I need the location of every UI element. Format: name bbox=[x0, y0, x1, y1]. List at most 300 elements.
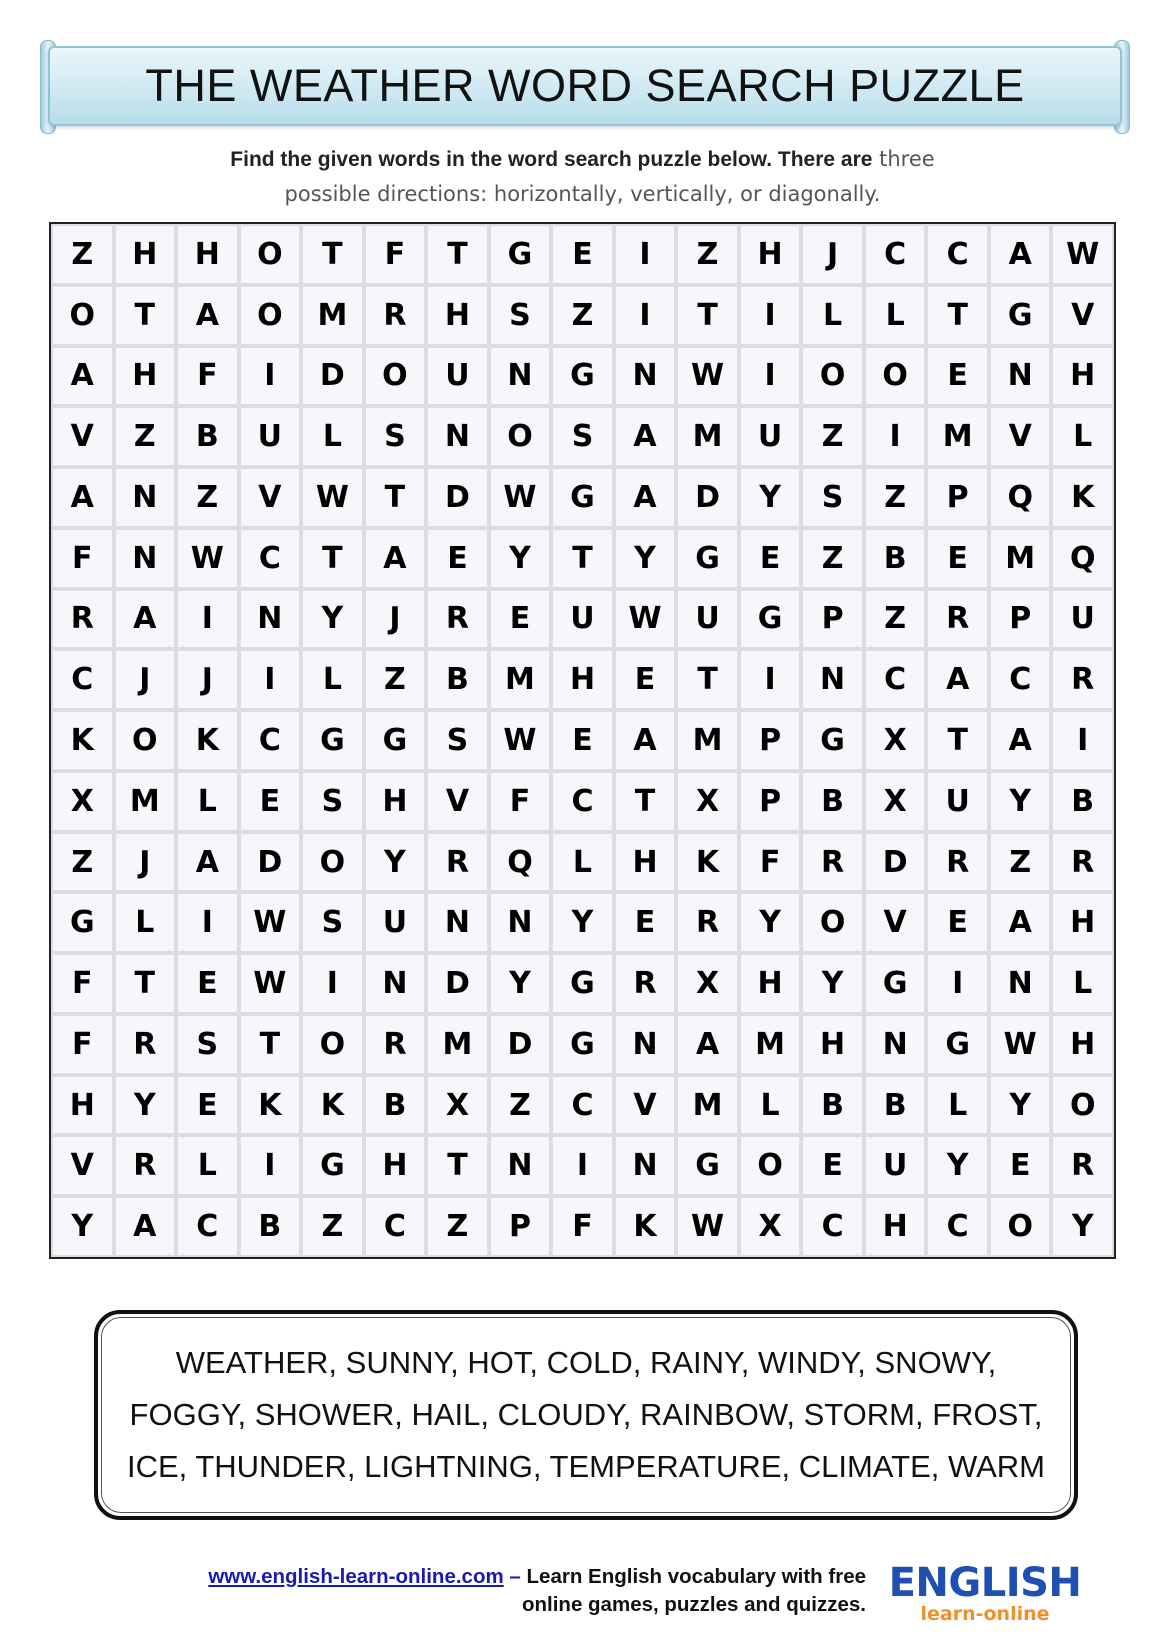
grid-cell: L bbox=[1051, 953, 1114, 1014]
grid-cell: Y bbox=[926, 1135, 989, 1196]
word-search-grid bbox=[49, 222, 1116, 1259]
grid-cell: E bbox=[801, 1135, 864, 1196]
title-banner bbox=[40, 40, 1130, 132]
grid-cell: L bbox=[551, 832, 614, 893]
grid-cell: X bbox=[676, 771, 739, 832]
grid-cell: I bbox=[614, 224, 677, 285]
instructions-line-2: possible directions: horizontally, vertically, or diagonally. bbox=[284, 182, 881, 206]
grid-cell: G bbox=[551, 346, 614, 407]
grid-cell: W bbox=[489, 710, 552, 771]
grid-cell: A bbox=[989, 224, 1052, 285]
grid-cell: E bbox=[614, 649, 677, 710]
grid-cell: O bbox=[489, 406, 552, 467]
grid-cell: Z bbox=[551, 285, 614, 346]
grid-cell: R bbox=[364, 1014, 427, 1075]
grid-cell: F bbox=[364, 224, 427, 285]
grid-cell: A bbox=[176, 832, 239, 893]
grid-cell: D bbox=[489, 1014, 552, 1075]
footer-line-1 bbox=[96, 1563, 866, 1591]
grid-cell: Z bbox=[989, 832, 1052, 893]
grid-cell: H bbox=[614, 832, 677, 893]
grid-cell: A bbox=[926, 649, 989, 710]
grid-cell: F bbox=[739, 832, 802, 893]
logo-main-text: ENGLISH bbox=[888, 1560, 1082, 1606]
grid-cell: G bbox=[551, 1014, 614, 1075]
grid-cell: C bbox=[864, 649, 927, 710]
grid-cell: Y bbox=[989, 1075, 1052, 1136]
grid-cell: C bbox=[364, 1196, 427, 1257]
grid-cell: N bbox=[989, 953, 1052, 1014]
grid-cell: G bbox=[364, 710, 427, 771]
grid-cell: J bbox=[176, 649, 239, 710]
grid-cell: O bbox=[51, 285, 114, 346]
grid-cell: Y bbox=[301, 589, 364, 650]
grid-cell: O bbox=[114, 710, 177, 771]
grid-cell: A bbox=[51, 346, 114, 407]
grid-cell: U bbox=[676, 589, 739, 650]
grid-cell: R bbox=[926, 832, 989, 893]
grid-cell: B bbox=[364, 1075, 427, 1136]
logo-sub-text: learn-online bbox=[920, 1603, 1050, 1625]
grid-cell: C bbox=[801, 1196, 864, 1257]
grid-cell: R bbox=[426, 589, 489, 650]
grid-cell: F bbox=[51, 1014, 114, 1075]
grid-cell: O bbox=[239, 285, 302, 346]
grid-cell: I bbox=[176, 892, 239, 953]
grid-cell: A bbox=[176, 285, 239, 346]
grid-cell: Z bbox=[489, 1075, 552, 1136]
grid-cell: L bbox=[301, 649, 364, 710]
grid-cell: W bbox=[676, 1196, 739, 1257]
grid-cell: B bbox=[801, 771, 864, 832]
instructions-light-text: three bbox=[879, 147, 935, 171]
grid-cell: E bbox=[426, 528, 489, 589]
grid-cell: E bbox=[989, 1135, 1052, 1196]
grid-cell: W bbox=[239, 892, 302, 953]
grid-cell: U bbox=[239, 406, 302, 467]
grid-cell: W bbox=[239, 953, 302, 1014]
grid-cell: Z bbox=[676, 224, 739, 285]
grid-cell: D bbox=[301, 346, 364, 407]
grid-cell: P bbox=[926, 467, 989, 528]
grid-cell: Y bbox=[739, 892, 802, 953]
grid-cell: F bbox=[51, 528, 114, 589]
grid-cell: H bbox=[114, 346, 177, 407]
grid-cell: B bbox=[176, 406, 239, 467]
grid-cell: A bbox=[676, 1014, 739, 1075]
grid-cell: L bbox=[801, 285, 864, 346]
grid-cell: U bbox=[1051, 589, 1114, 650]
grid-cell: M bbox=[489, 649, 552, 710]
grid-cell: O bbox=[301, 1014, 364, 1075]
grid-cell: P bbox=[739, 710, 802, 771]
grid-cell: T bbox=[301, 528, 364, 589]
grid-cell: G bbox=[926, 1014, 989, 1075]
grid-cell: N bbox=[489, 346, 552, 407]
grid-cell: L bbox=[864, 285, 927, 346]
grid-cell: Y bbox=[801, 953, 864, 1014]
grid-cell: F bbox=[51, 953, 114, 1014]
grid-cell: O bbox=[989, 1196, 1052, 1257]
grid-cell: C bbox=[176, 1196, 239, 1257]
grid-cell: K bbox=[614, 1196, 677, 1257]
grid-cell: V bbox=[989, 406, 1052, 467]
grid-cell: Z bbox=[51, 832, 114, 893]
grid-cell: S bbox=[176, 1014, 239, 1075]
grid-cell: H bbox=[864, 1196, 927, 1257]
grid-cell: T bbox=[676, 285, 739, 346]
grid-cell: R bbox=[364, 285, 427, 346]
grid-cell: B bbox=[426, 649, 489, 710]
grid-cell: N bbox=[489, 1135, 552, 1196]
grid-cell: M bbox=[301, 285, 364, 346]
grid-cell: W bbox=[489, 467, 552, 528]
grid-cell: N bbox=[239, 589, 302, 650]
title-banner-body bbox=[48, 46, 1122, 126]
grid-cell: A bbox=[114, 589, 177, 650]
grid-cell: Z bbox=[864, 589, 927, 650]
grid-cell: R bbox=[926, 589, 989, 650]
instructions bbox=[0, 142, 1165, 211]
grid-cell: V bbox=[864, 892, 927, 953]
grid-cell: V bbox=[426, 771, 489, 832]
grid-cell: V bbox=[239, 467, 302, 528]
grid-cell: E bbox=[176, 953, 239, 1014]
grid-cell: O bbox=[864, 346, 927, 407]
grid-cell: N bbox=[364, 953, 427, 1014]
grid-cell: W bbox=[614, 589, 677, 650]
word-list-line-2: FOGGY, SHOWER, HAIL, CLOUDY, RAINBOW, STORM, FROST, bbox=[129, 1397, 1043, 1432]
grid-cell: O bbox=[364, 346, 427, 407]
grid-cell: N bbox=[614, 1135, 677, 1196]
grid-cell: U bbox=[551, 589, 614, 650]
grid-cell: H bbox=[739, 953, 802, 1014]
grid-cell: O bbox=[1051, 1075, 1114, 1136]
grid-cell: E bbox=[614, 892, 677, 953]
grid-cell: R bbox=[114, 1135, 177, 1196]
grid-cell: E bbox=[489, 589, 552, 650]
grid-cell: G bbox=[676, 1135, 739, 1196]
grid-cell: N bbox=[989, 346, 1052, 407]
grid-cell: E bbox=[926, 346, 989, 407]
grid-cell: S bbox=[426, 710, 489, 771]
grid-cell: R bbox=[614, 953, 677, 1014]
grid-cell: I bbox=[739, 346, 802, 407]
grid-cell: D bbox=[239, 832, 302, 893]
grid-cell: L bbox=[1051, 406, 1114, 467]
grid-cell: U bbox=[739, 406, 802, 467]
grid-cell: U bbox=[864, 1135, 927, 1196]
grid-cell: V bbox=[1051, 285, 1114, 346]
grid-cell: T bbox=[426, 224, 489, 285]
grid-cell: R bbox=[676, 892, 739, 953]
word-list-inner bbox=[101, 1317, 1071, 1513]
grid-cell: B bbox=[864, 528, 927, 589]
footer bbox=[96, 1563, 866, 1619]
grid-cell: A bbox=[614, 467, 677, 528]
grid-cell: T bbox=[239, 1014, 302, 1075]
grid-cell: T bbox=[301, 224, 364, 285]
grid-cell: Z bbox=[301, 1196, 364, 1257]
instructions-bold-text: Find the given words in the word search puzzle below. There are bbox=[230, 148, 873, 171]
grid-cell: H bbox=[551, 649, 614, 710]
grid-cell: G bbox=[551, 953, 614, 1014]
grid-cell: D bbox=[426, 953, 489, 1014]
grid-cell: L bbox=[176, 771, 239, 832]
english-learn-online-logo bbox=[885, 1562, 1085, 1624]
grid-cell: X bbox=[51, 771, 114, 832]
grid-cell: J bbox=[114, 649, 177, 710]
grid-cell: G bbox=[301, 710, 364, 771]
grid-cell: U bbox=[426, 346, 489, 407]
grid-cell: I bbox=[926, 953, 989, 1014]
grid-cell: J bbox=[364, 589, 427, 650]
grid-cell: Z bbox=[801, 528, 864, 589]
grid-cell: H bbox=[114, 224, 177, 285]
page-title: THE WEATHER WORD SEARCH PUZZLE bbox=[145, 60, 1025, 111]
grid-cell: Z bbox=[364, 649, 427, 710]
grid-cell: X bbox=[426, 1075, 489, 1136]
grid-cell: A bbox=[614, 710, 677, 771]
grid-cell: P bbox=[989, 589, 1052, 650]
grid-cell: Y bbox=[364, 832, 427, 893]
grid-cell: L bbox=[739, 1075, 802, 1136]
grid-cell: A bbox=[51, 467, 114, 528]
grid-cell: L bbox=[114, 892, 177, 953]
grid-cell: C bbox=[864, 224, 927, 285]
grid-cell: O bbox=[801, 892, 864, 953]
grid-cell: Z bbox=[864, 467, 927, 528]
grid-cell: T bbox=[614, 771, 677, 832]
grid-cell: W bbox=[989, 1014, 1052, 1075]
grid-cell: U bbox=[926, 771, 989, 832]
grid-cell: Y bbox=[739, 467, 802, 528]
grid-cell: S bbox=[551, 406, 614, 467]
grid-cell: Y bbox=[551, 892, 614, 953]
word-list-line-1: WEATHER, SUNNY, HOT, COLD, RAINY, WINDY, SNOWY, bbox=[175, 1345, 997, 1380]
grid-cell: M bbox=[739, 1014, 802, 1075]
grid-cell: M bbox=[676, 406, 739, 467]
grid-cell: N bbox=[801, 649, 864, 710]
grid-cell: K bbox=[1051, 467, 1114, 528]
footer-text-1: Learn English vocabulary with free bbox=[526, 1565, 866, 1588]
footer-dash: – bbox=[509, 1565, 521, 1588]
grid-cell: T bbox=[426, 1135, 489, 1196]
grid-cell: K bbox=[676, 832, 739, 893]
grid-cell: J bbox=[801, 224, 864, 285]
grid-cell: H bbox=[364, 771, 427, 832]
grid-cell: H bbox=[364, 1135, 427, 1196]
grid-cell: G bbox=[676, 528, 739, 589]
grid-cell: P bbox=[739, 771, 802, 832]
grid-cell: G bbox=[51, 892, 114, 953]
grid-cell: Y bbox=[614, 528, 677, 589]
grid-cell: I bbox=[239, 649, 302, 710]
grid-cell: H bbox=[1051, 892, 1114, 953]
grid-cell: X bbox=[864, 710, 927, 771]
grid-cell: E bbox=[926, 892, 989, 953]
grid-cell: W bbox=[301, 467, 364, 528]
grid-cell: R bbox=[426, 832, 489, 893]
grid-cell: Z bbox=[176, 467, 239, 528]
grid-cell: E bbox=[551, 710, 614, 771]
grid-cell: Q bbox=[489, 832, 552, 893]
grid-cell: K bbox=[176, 710, 239, 771]
grid-cell: D bbox=[676, 467, 739, 528]
grid-cell: X bbox=[676, 953, 739, 1014]
grid-cell: W bbox=[1051, 224, 1114, 285]
grid-cell: I bbox=[1051, 710, 1114, 771]
grid-cell: H bbox=[426, 285, 489, 346]
grid-cell: N bbox=[114, 467, 177, 528]
grid-cell: M bbox=[926, 406, 989, 467]
grid-cell: L bbox=[301, 406, 364, 467]
grid-cell: H bbox=[176, 224, 239, 285]
grid-cell: E bbox=[239, 771, 302, 832]
grid-cell: M bbox=[676, 1075, 739, 1136]
grid-cell: K bbox=[239, 1075, 302, 1136]
grid-cell: I bbox=[301, 953, 364, 1014]
grid-cell: Z bbox=[801, 406, 864, 467]
grid-cell: M bbox=[426, 1014, 489, 1075]
grid-cell: G bbox=[489, 224, 552, 285]
grid-cell: R bbox=[114, 1014, 177, 1075]
word-list-box bbox=[94, 1310, 1078, 1520]
grid-cell: I bbox=[739, 649, 802, 710]
grid-cell: O bbox=[739, 1135, 802, 1196]
grid-cell: A bbox=[614, 406, 677, 467]
grid-cell: D bbox=[864, 832, 927, 893]
grid-cell: T bbox=[364, 467, 427, 528]
word-list-line-3: ICE, THUNDER, LIGHTNING, TEMPERATURE, CLIMATE, WARM bbox=[126, 1449, 1045, 1484]
grid-cell: Y bbox=[489, 953, 552, 1014]
instructions-line-1 bbox=[0, 142, 1165, 177]
footer-text-2: online games, puzzles and quizzes. bbox=[521, 1593, 866, 1616]
grid-cell: Y bbox=[489, 528, 552, 589]
grid-cell: R bbox=[51, 589, 114, 650]
grid-cell: N bbox=[489, 892, 552, 953]
grid-cell: T bbox=[114, 953, 177, 1014]
grid-cell: D bbox=[426, 467, 489, 528]
grid-cell: B bbox=[239, 1196, 302, 1257]
grid-cell: E bbox=[739, 528, 802, 589]
grid-cell: R bbox=[1051, 1135, 1114, 1196]
grid-cell: C bbox=[926, 224, 989, 285]
grid-cell: C bbox=[239, 528, 302, 589]
grid-cell: F bbox=[176, 346, 239, 407]
grid-cell: E bbox=[176, 1075, 239, 1136]
grid-cell: T bbox=[114, 285, 177, 346]
grid-cell: I bbox=[239, 1135, 302, 1196]
grid-cell: V bbox=[614, 1075, 677, 1136]
grid-cell: N bbox=[426, 406, 489, 467]
grid-cell: M bbox=[114, 771, 177, 832]
grid-cell: C bbox=[51, 649, 114, 710]
grid-cell: G bbox=[301, 1135, 364, 1196]
grid-cell: N bbox=[614, 1014, 677, 1075]
grid-cell: T bbox=[926, 710, 989, 771]
grid-cell: I bbox=[739, 285, 802, 346]
grid-cell: G bbox=[801, 710, 864, 771]
grid-cell: I bbox=[864, 406, 927, 467]
grid-cell: K bbox=[301, 1075, 364, 1136]
grid-cell: J bbox=[114, 832, 177, 893]
grid-cell: W bbox=[676, 346, 739, 407]
grid-cell: Y bbox=[989, 771, 1052, 832]
grid-cell: C bbox=[989, 649, 1052, 710]
grid-cell: V bbox=[51, 1135, 114, 1196]
grid-cell: S bbox=[801, 467, 864, 528]
grid-cell: F bbox=[551, 1196, 614, 1257]
grid-cell: Z bbox=[51, 224, 114, 285]
grid-cell: L bbox=[176, 1135, 239, 1196]
grid-cell: U bbox=[364, 892, 427, 953]
grid-cell: I bbox=[239, 346, 302, 407]
grid-cell: R bbox=[1051, 832, 1114, 893]
grid-cell: Z bbox=[114, 406, 177, 467]
grid-cell: Y bbox=[51, 1196, 114, 1257]
grid-cell: T bbox=[676, 649, 739, 710]
grid-cell: S bbox=[301, 892, 364, 953]
grid-cell: I bbox=[614, 285, 677, 346]
grid-cell: E bbox=[551, 224, 614, 285]
grid-cell: N bbox=[614, 346, 677, 407]
grid-cell: B bbox=[1051, 771, 1114, 832]
grid-cell: I bbox=[176, 589, 239, 650]
grid-cell: S bbox=[364, 406, 427, 467]
grid-cell: N bbox=[426, 892, 489, 953]
grid-cell: X bbox=[864, 771, 927, 832]
grid-cell: W bbox=[176, 528, 239, 589]
grid-cell: F bbox=[489, 771, 552, 832]
grid-cell: Q bbox=[1051, 528, 1114, 589]
grid-cell: A bbox=[989, 892, 1052, 953]
grid-cell: C bbox=[551, 1075, 614, 1136]
grid-cell: L bbox=[926, 1075, 989, 1136]
grid-cell: A bbox=[989, 710, 1052, 771]
grid-cell: T bbox=[551, 528, 614, 589]
grid-cell: V bbox=[51, 406, 114, 467]
grid-cell: K bbox=[51, 710, 114, 771]
grid-cell: H bbox=[51, 1075, 114, 1136]
grid-cell: C bbox=[926, 1196, 989, 1257]
website-link[interactable]: www.english-learn-online.com bbox=[208, 1565, 504, 1588]
grid-cell: N bbox=[114, 528, 177, 589]
grid-cell: G bbox=[989, 285, 1052, 346]
grid-cell: C bbox=[239, 710, 302, 771]
grid-cell: H bbox=[739, 224, 802, 285]
grid-cell: Z bbox=[426, 1196, 489, 1257]
grid-cell: G bbox=[864, 953, 927, 1014]
grid-cell: O bbox=[301, 832, 364, 893]
grid-cell: G bbox=[739, 589, 802, 650]
grid-cell: C bbox=[551, 771, 614, 832]
grid-cell: Y bbox=[114, 1075, 177, 1136]
grid-cell: M bbox=[676, 710, 739, 771]
grid-cell: R bbox=[801, 832, 864, 893]
grid-cell: T bbox=[926, 285, 989, 346]
grid-cell: H bbox=[1051, 346, 1114, 407]
grid-cell: R bbox=[1051, 649, 1114, 710]
grid-cell: H bbox=[801, 1014, 864, 1075]
grid-cell: H bbox=[1051, 1014, 1114, 1075]
grid-cell: E bbox=[926, 528, 989, 589]
grid-cell: B bbox=[864, 1075, 927, 1136]
grid-cell: M bbox=[989, 528, 1052, 589]
grid-cell: Y bbox=[1051, 1196, 1114, 1257]
grid-cell: O bbox=[239, 224, 302, 285]
grid-cell: P bbox=[489, 1196, 552, 1257]
